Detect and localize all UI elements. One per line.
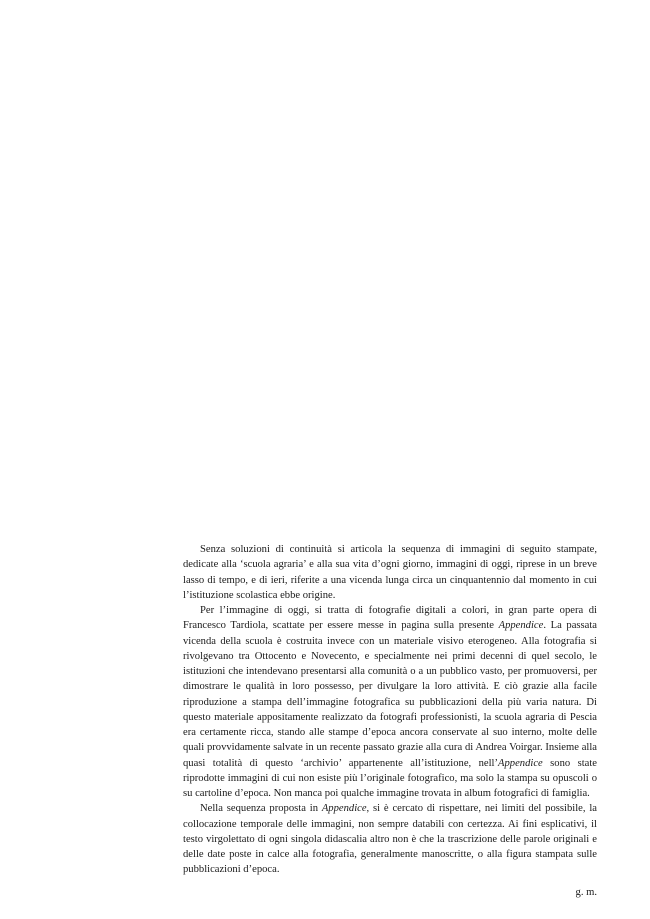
paragraph-2-text-b: . La passata vicenda della scuola è costruita invece con un materiale visivo eterogeneo. Alla fotografia si rivolgevano tra Ottocento e Novecento, e specialmente nei primi decenni di quel secolo, le istituzioni che intendevano presentarsi alla comunità o a un pubblico vasto, per promuoversi, per dimostrare le qualità in loro possesso, per divulgare la loro attività. E ciò grazie alla facile riproduzione a stampa dell’immagine fotografica su pubblicazioni della più varia natura. Di questo materiale appositamente realizzato da fotografi professionisti, la scuola agraria di Pescia era certamente ricca, stando alle stampe d’epoca ancora conservate al suo interno, molte delle quali provvidamente salvate in un recente passato grazie alla cura di Andrea Voirgar. Insieme alla quasi totalità di questo ‘archivio’ appartenente all’istituzione, nell’ [183,620,597,769]
paragraph-2-italic-appendice-1: Appendice [498,620,544,632]
paragraph-1-text: Senza soluzioni di continuità si articola la sequenza di immagini di seguito stampate, dedicate alla ‘scuola agraria’ e alla sua vita d’ogni giorno, immagini di oggi, riprese in un breve lasso di tempo, e di ieri, riferite a una vicenda lunga circa un cinquantennio dal momento in cui l’istituzione scolastica ebbe origine. [183,544,597,601]
paragraph-3-italic-appendice: Appendice [321,803,367,815]
paragraph-3 [183,801,597,877]
body-text [183,542,597,900]
author-initials: g. m. [575,886,597,898]
paragraph-1 [183,542,597,603]
paragraph-2 [183,603,597,801]
paragraph-2-text-c: sono state riprodotte immagini di cui non esiste più l’originale fotografico, ma solo la stampa su opuscoli o su cartoline d’epoca. Non manca poi qualche immagine trovata in album fotografici di famiglia. [183,757,597,799]
paragraph-2-text-a: Per l’immagine di oggi, si tratta di fotografie digitali a colori, in gran parte opera di Francesco Tardiola, scattate per essere messe in pagina sulla presente [183,605,597,632]
paragraph-3-text-a: Nella sequenza proposta in [200,803,322,815]
paragraph-2-italic-appendice-2: Appendice [498,757,543,769]
paragraph-3-text-b: , si è cercato di rispettare, nei limiti del possibile, la collocazione temporale delle immagini, non sempre databili con certezza. Ai fini esplicativi, il testo virgolettato di ogni singola didascalia altro non è che la trascrizione delle parole originali e delle date poste in calce alla fotografia, generalmente manoscritte, o alla figura stampata sulle pubblicazioni d’epoca. [183,803,597,876]
